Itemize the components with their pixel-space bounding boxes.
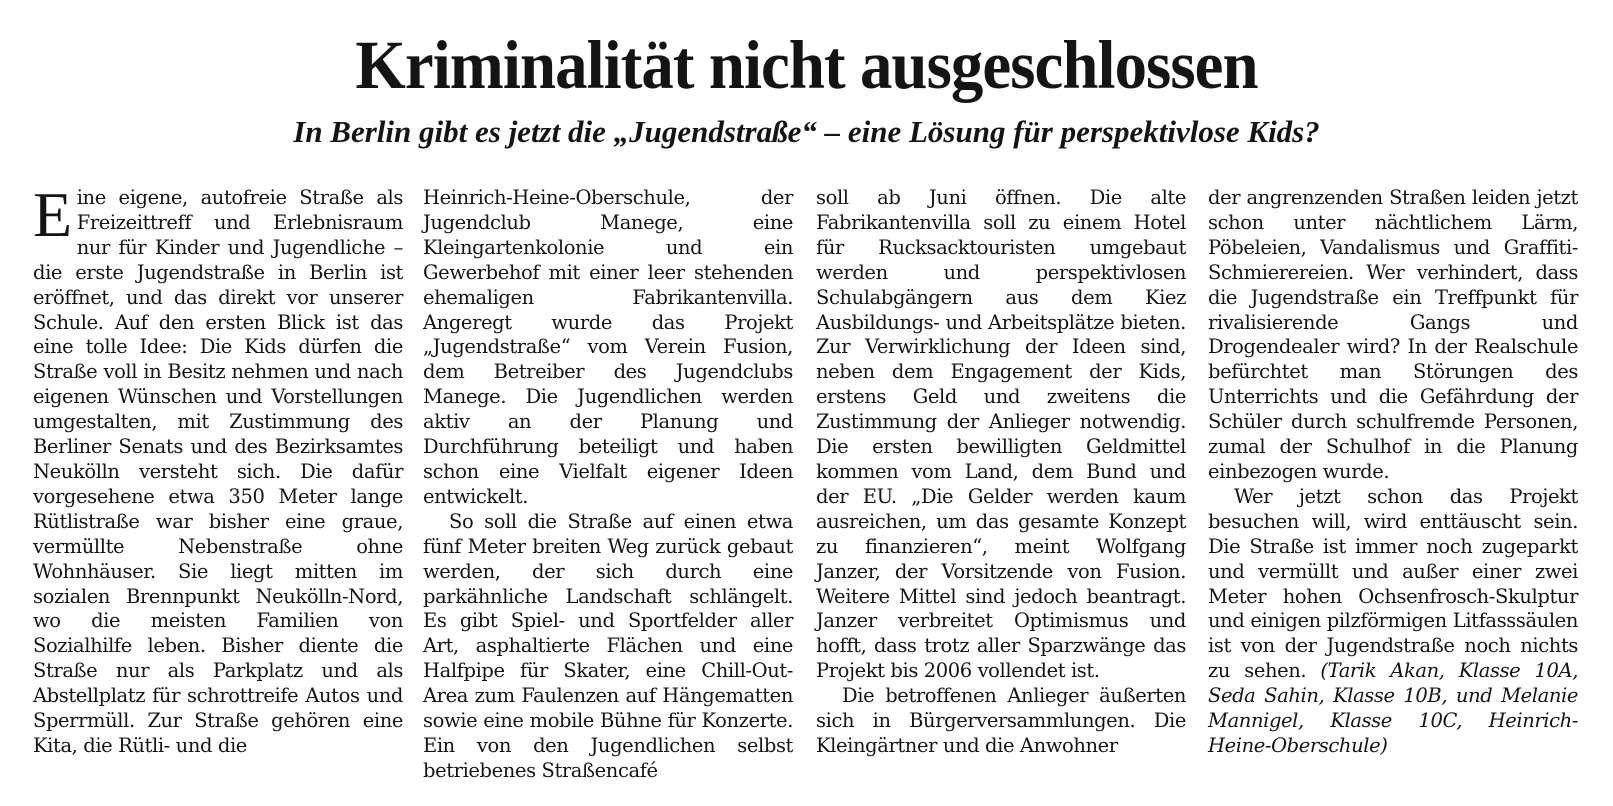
article-column-2 — [423, 186, 793, 784]
paragraph-4-continued: der angrenzenden Straßen leiden jetzt schon unter nächtlichem Lärm, Pöbeleien, Vandalismus und Graffiti-Schmierereien. Wer verhindert, dass die Jugendstraße ein Treffpunkt für rivalisierende Gangs und Drogendealer wird? In der Realschule befürchtet man Störungen des Unterrichts und die Gefährdung der Schüler durch schulfremde Personen, zumal der Schulhof in die Planung einbezogen wurde. — [1208, 186, 1578, 483]
article-column-4 — [1208, 186, 1578, 759]
headline: Kriminalität nicht ausgeschlossen — [355, 27, 1258, 103]
drop-cap: E — [33, 179, 72, 250]
subheadline: In Berlin gibt es jetzt die „Jugendstraße“ – eine Lösung für perspektivlose Kids? — [293, 114, 1320, 149]
article-column-3 — [816, 186, 1186, 759]
paragraph-1 — [33, 179, 403, 759]
article-column-1 — [33, 179, 403, 759]
paragraph-5 — [1208, 485, 1578, 759]
paragraph-3: So soll die Straße auf einen etwa fünf Meter breiten Weg zurück gebaut werden, der sich durch eine parkähnliche Landschaft schlängelt. Es gibt Spiel- und Sportfelder aller Art, asphaltierte Flächen und eine Halfpipe für Skater, eine Chill-Out-Area zum Faulenzen auf Hängematten sowie eine mobile Bühne für Konzerte. Ein von den Jugendlichen selbst betriebenes Straßencafé — [423, 509, 793, 782]
paragraph-1-text: ine eigene, autofreie Straße als Freizeittreff und Erlebnisraum nur für Kinder und Jugendliche – die erste Jugendstraße in Berlin ist eröffnet, und das direkt vor unserer Schule. Auf den ersten Blick ist das eine tolle Idee: Die Kids dürfen die Straße voll in Besitz nehmen und nach eigenen Wünschen und Vorstellungen umgestalten, mit Zustimmung des Berliner Senats und des Bezirksamtes Neukölln versteht sich. Die dafür vorgesehene etwa 350 Meter lange Rütlistraße war bisher eine graue, vermüllte Nebenstraße ohne Wohnhäuser. Sie liegt mitten im sozialen Brennpunkt Neukölln-Nord, wo die meisten Familien von Sozialhilfe leben. Bisher diente die Straße nur als Parkplatz und als Abstellplatz für schrottreife Autos und Sperrmüll. Zur Straße gehören eine Kita, die Rütli- und die — [33, 186, 403, 757]
byline: (Tarik Akan, Klasse 10A, Seda Sahin, Klasse 10B, und Melanie Mannigel, Klasse 10C, Heinrich-Heine-Oberschule) — [1208, 659, 1578, 757]
paragraph-5-text: Wer jetzt schon das Projekt besuchen will, wird enttäuscht sein. Die Straße ist immer noch zugeparkt und vermüllt und außer einer zwei Meter hohen Ochsenfrosch-Skulptur und einigen pilzförmigen Litfasssäulen ist von der Jugendstraße noch nichts zu sehen. — [1208, 484, 1578, 683]
paragraph-2: Heinrich-Heine-Oberschule, der Jugendclub Manege, eine Kleingartenkolonie und ein Gewerbehof mit einer leer stehenden ehemaligen Fabrikantenvilla. Angeregt wurde das Projekt „Jugendstraße“ vom Verein Fusion, dem Betreiber des Jugendclubs Manege. Die Jugendlichen werden aktiv an der Planung und Durchführung beteiligt und haben schon eine Vielfalt eigener Ideen entwickelt. — [423, 186, 793, 508]
paragraph-4: Die betroffenen Anlieger äußerten sich in Bürgerversammlungen. Die Kleingärtner und die Anwohner — [816, 684, 1186, 757]
paragraph-3-continued: soll ab Juni öffnen. Die alte Fabrikantenvilla soll zu einem Hotel für Rucksacktouristen umgebaut werden und perspektivlosen Schulabgängern aus dem Kiez Ausbildungs- und Arbeitsplätze bieten. Zur Verwirklichung der Ideen sind, neben dem Engagement der Kids, erstens Geld und zweitens die Zustimmung der Anlieger notwendig. Die ersten bewilligten Geldmittel kommen vom Land, dem Bund und der EU. „Die Gelder werden kaum ausreichen, um das gesamte Konzept zu finanzieren“, meint Wolfgang Janzer, der Vorsitzende von Fusion. Weitere Mittel sind jedoch beantragt. Janzer verbreitet Optimismus und hofft, dass trotz aller Sparzwänge das Projekt bis 2006 vollendet ist. — [816, 186, 1186, 683]
